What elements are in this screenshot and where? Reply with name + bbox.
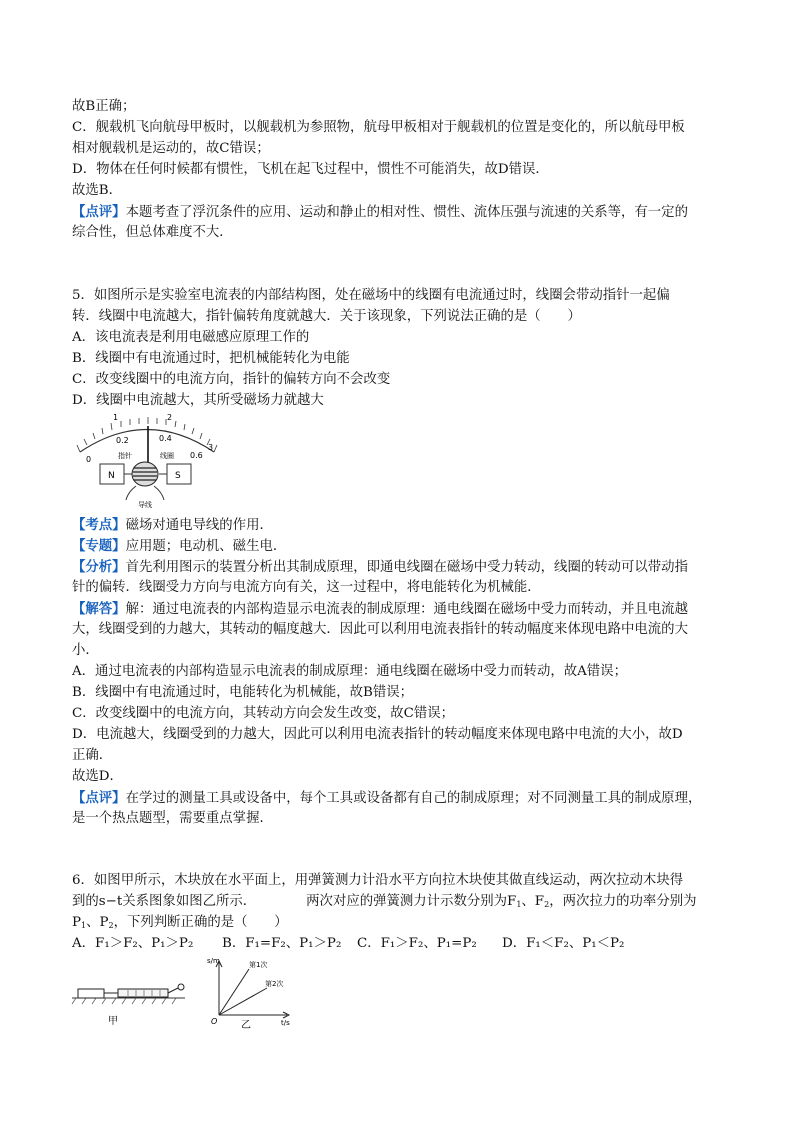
scale-label: 3 — [208, 443, 214, 452]
question-stem: 转．线圈中电流越大，指针偏转角度就越大．关于该现象，下列说法正确的是（ ） — [72, 309, 581, 324]
scale-label: 2 — [167, 413, 173, 422]
zhuanti-tag: 【专题】 — [72, 538, 126, 554]
magnet-s: S — [175, 471, 181, 481]
magnet-n: N — [108, 471, 115, 481]
text-line: 针的偏转．线圈受力方向与电流方向有关，这一过程中，将电能转化为机械能． — [72, 580, 541, 595]
question-stem: 到的s−t关系图象如图乙所示． 两次对应的弹簧测力计示数分别为$F_1$、$F_2$，两次拉力的功率分别为 — [72, 894, 697, 909]
comment-tag: 【点评】 — [72, 204, 126, 220]
text-line: 大，线圈受到的力越大，其转动的幅度越大．因此可以利用电流表指针的转动幅度来体现电路中电流的大 — [72, 622, 688, 637]
question-stem: 6．如图甲所示，木块放在水平面上，用弹簧测力计沿水平方向拉木块使其做直线运动，两次拉动木块得 — [72, 873, 684, 888]
dianping-tag: 【点评】 — [72, 790, 126, 806]
comment-line — [72, 202, 732, 223]
options-row — [72, 934, 732, 954]
text-line: 故选B． — [72, 183, 123, 198]
coil-label: 线圈 — [160, 452, 174, 460]
answer-line: 故选D． — [72, 769, 123, 784]
text-line: D．物体在任何时候都有惯性，飞机在起飞过程中，惯性不可能消失，故D错误． — [72, 162, 549, 177]
solution-a: A．通过电流表的内部构造显示电流表的制成原理：通电线圈在磁场中受力而转动，故A错误； — [72, 664, 627, 679]
scale-label: 0 — [86, 455, 92, 464]
text-line: 相对舰载机是运动的，故C错误； — [72, 141, 270, 156]
line2-label: 第2次 — [265, 980, 284, 988]
scale-label: 0.4 — [159, 434, 172, 443]
comment-text: 本题考查了浮沉条件的应用、运动和静止的相对性、惯性、流体压强与流速的关系等，有一定的 — [125, 205, 688, 220]
option-b: B．F₁=F₂、P₁＞P₂ — [222, 936, 342, 951]
kaodian-text: 磁场对通电导线的作用． — [125, 518, 273, 533]
scale-label: 0.6 — [190, 451, 203, 460]
st-graph — [205, 955, 295, 1030]
axis-x-label: t/s — [281, 1019, 290, 1027]
fenxi-tag: 【分析】 — [72, 559, 126, 575]
spring-scale-figure — [70, 968, 200, 1028]
question-stem: $P_1$、$P_2$，下列判断正确的是（ ） — [72, 915, 288, 930]
option-c: C．F₁＞F₂、P₁=P₂ — [357, 936, 477, 951]
dianping-text: 在学过的测量工具或设备中，每个工具或设备都有自己的制成原理；对不同测量工具的制成原理， — [125, 791, 702, 806]
option-b: B．线圈中有电流通过时，把机械能转化为电能 — [72, 351, 350, 366]
jieda-line — [72, 599, 732, 620]
pointer-label: 指针 — [118, 452, 132, 460]
option-d: D．线圈中电流越大，其所受磁场力就越大 — [72, 393, 324, 408]
ammeter-figure — [72, 412, 222, 512]
figure-yi-label: 乙 — [241, 1020, 251, 1030]
wire-label: 导线 — [138, 501, 152, 509]
text-line: 小． — [72, 643, 99, 658]
option-c: C．改变线圈中的电流方向，指针的偏转方向不会改变 — [72, 372, 391, 387]
jieda-text: 解：通过电流表的内部构造显示电流表的制成原理：通电线圈在磁场中受力而转动，并且电流越 — [125, 602, 688, 617]
axis-y-label: s/m — [207, 957, 220, 965]
kaodian-line — [72, 515, 732, 536]
option-a: A．该电流表是利用电磁感应原理工作的 — [72, 330, 310, 345]
solution-c: C．改变线圈中的电流方向，其转动方向会发生改变，故C错误； — [72, 706, 455, 721]
zhuanti-line — [72, 536, 732, 557]
scale-label: 0.2 — [116, 436, 129, 445]
fenxi-text: 首先利用图示的装置分析出其制成原理，即通电线圈在磁场中受力转动，线圈的转动可以带动指 — [125, 560, 688, 575]
dianping-line — [72, 788, 732, 809]
scale-label: 1 — [113, 413, 119, 422]
text-line: 是一个热点题型，需要重点掌握． — [72, 811, 273, 826]
solution-d: D．电流越大，线圈受到的力越大，因此可以利用电流表指针的转动幅度来体现电路中电流的大小，故D — [72, 727, 683, 742]
line1-label: 第1次 — [249, 961, 268, 969]
figure-jia-label: 甲 — [108, 1016, 118, 1027]
option-d: D．F₁＜F₂、P₁＜P₂ — [502, 936, 625, 951]
fenxi-line — [72, 557, 732, 578]
question-stem: 5．如图所示是实验室电流表的内部结构图，处在磁场中的线圈有电流通过时，线圈会带动指针一起偏 — [72, 288, 670, 303]
text-line: 正确． — [72, 748, 113, 763]
zhuanti-text: 应用题；电动机、磁生电． — [125, 539, 287, 554]
jieda-tag: 【解答】 — [72, 601, 126, 617]
text-line: 故B正确； — [72, 99, 136, 114]
solution-b: B．线圈中有电流通过时，电能转化为机械能，故B错误； — [72, 685, 414, 700]
option-a: A．F₁＞F₂、P₁＞P₂ — [72, 936, 194, 951]
text-line: C．舰载机飞向航母甲板时，以舰载机为参照物，航母甲板相对于舰载机的位置是变化的，所以航母甲板 — [72, 120, 685, 135]
origin-label: O — [211, 1017, 218, 1026]
kaodian-tag: 【考点】 — [72, 517, 126, 533]
text-line: 综合性，但总体难度不大． — [72, 225, 233, 240]
